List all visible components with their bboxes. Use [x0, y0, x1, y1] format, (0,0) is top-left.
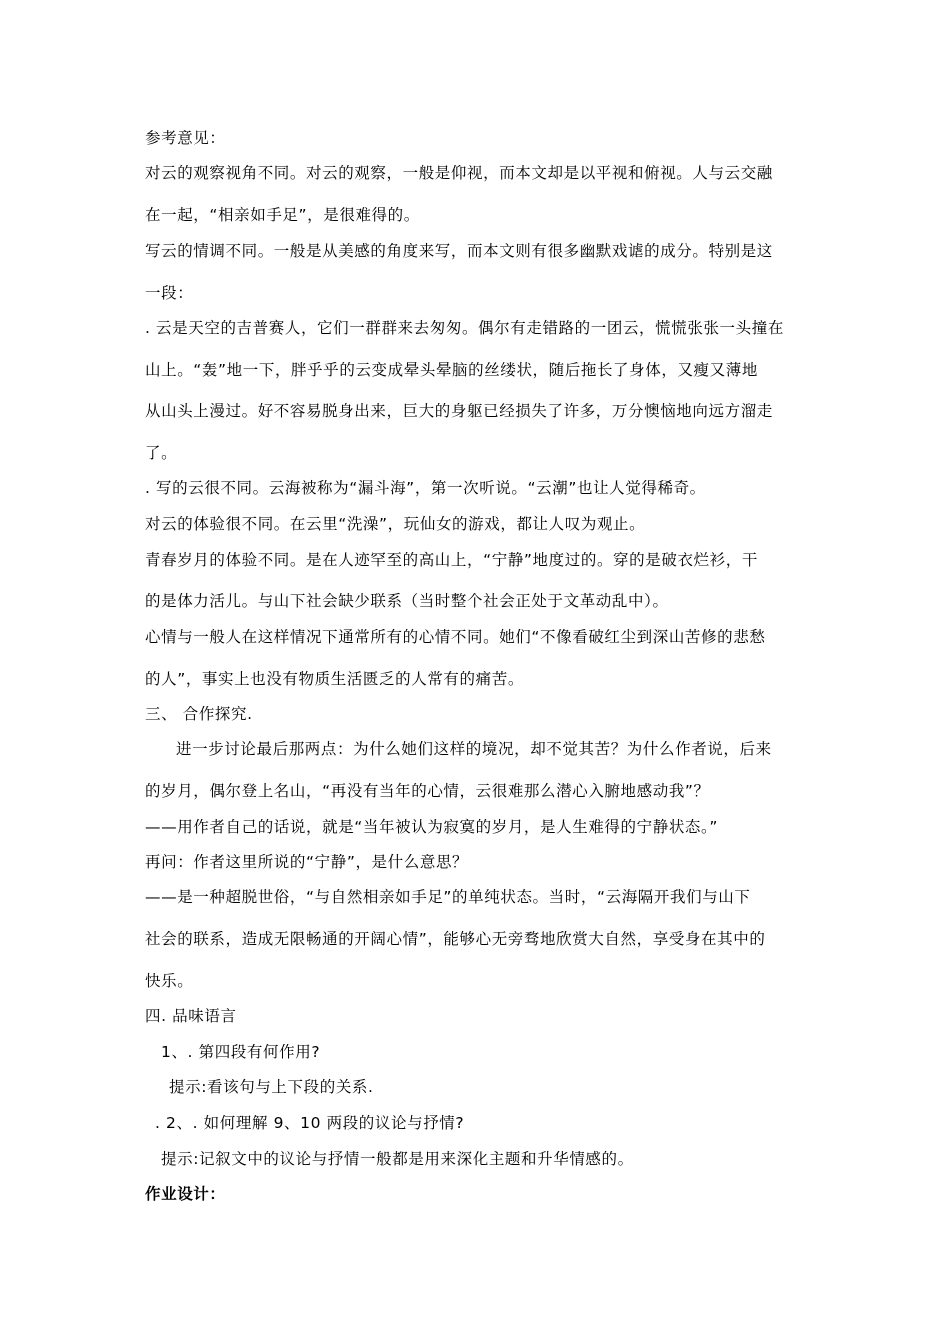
section-heading: 作业设计： [145, 1185, 226, 1203]
text-line: 再问：作者这里所说的“宁静”，是什么意思？ [145, 853, 469, 871]
text-line: 山上。“轰”地一下，胖乎乎的云变成晕头晕脑的丝缕状，随后拖长了身体，又瘦又薄地 [145, 361, 758, 379]
text-line: 的是体力活儿。与山下社会缺少联系（当时整个社会正处于文革动乱中）。 [145, 592, 669, 610]
question-line: . 2、. 如何理解 9、10 两段的议论与抒情? [155, 1114, 465, 1132]
text-line: 的岁月，偶尔登上名山，“再没有当年的心情，云很难那么潜心入腑地感动我”？ [145, 782, 710, 800]
text-line: . 云是天空的吉普赛人，它们一群群来去匆匆。偶尔有走错路的一团云，慌慌张张一头撞在 [145, 319, 784, 337]
text-line: 参考意见： [145, 129, 226, 147]
text-line: ——用作者自己的话说，就是“当年被认为寂寞的岁月，是人生难得的宁静状态。” [145, 818, 719, 836]
section-heading: 三、 合作探究. [145, 705, 253, 723]
text-line: 进一步讨论最后那两点：为什么她们这样的境况，却不觉其苦？为什么作者说，后来 [176, 740, 772, 758]
text-line: 快乐。 [145, 972, 194, 990]
text-line: 心情与一般人在这样情况下通常所有的心情不同。她们“不像看破红尘到深山苦修的悲愁 [145, 628, 766, 646]
text-line: 了。 [145, 444, 178, 462]
hint-line: 提示:记叙文中的议论与抒情一般都是用来深化主题和升华情感的。 [161, 1150, 634, 1168]
text-line: 对云的体验很不同。在云里“洗澡”，玩仙女的游戏，都让人叹为观止。 [145, 515, 646, 533]
text-line: 社会的联系，造成无限畅通的开阔心情”，能够心无旁骛地欣赏大自然，享受身在其中的 [145, 930, 766, 948]
text-line: 的人”，事实上也没有物质生活匮乏的人常有的痛苦。 [145, 670, 524, 688]
text-line: 青春岁月的体验不同。是在人迹罕至的高山上，“宁静”地度过的。穿的是破衣烂衫，干 [145, 551, 758, 569]
question-line: 1、. 第四段有何作用? [161, 1043, 321, 1061]
hint-line: 提示:看该句与上下段的关系. [169, 1078, 374, 1096]
text-line: 在一起，“相亲如手足”，是很难得的。 [145, 206, 420, 224]
text-line: . 写的云很不同。云海被称为“漏斗海”，第一次听说。“云潮”也让人觉得稀奇。 [145, 479, 706, 497]
text-line: 写云的情调不同。一般是从美感的角度来写，而本文则有很多幽默戏谑的成分。特别是这 [145, 242, 773, 260]
text-line: 从山头上漫过。好不容易脱身出来，巨大的身躯已经损失了许多，万分懊恼地向远方溜走 [145, 402, 773, 420]
text-line: 对云的观察视角不同。对云的观察，一般是仰视，而本文却是以平视和俯视。人与云交融 [145, 164, 773, 182]
text-line: 一段： [145, 284, 194, 302]
section-heading: 四. 品味语言 [145, 1007, 237, 1025]
text-line: ——是一种超脱世俗，“与自然相亲如手足”的单纯状态。当时，“云海隔开我们与山下 [145, 888, 751, 906]
